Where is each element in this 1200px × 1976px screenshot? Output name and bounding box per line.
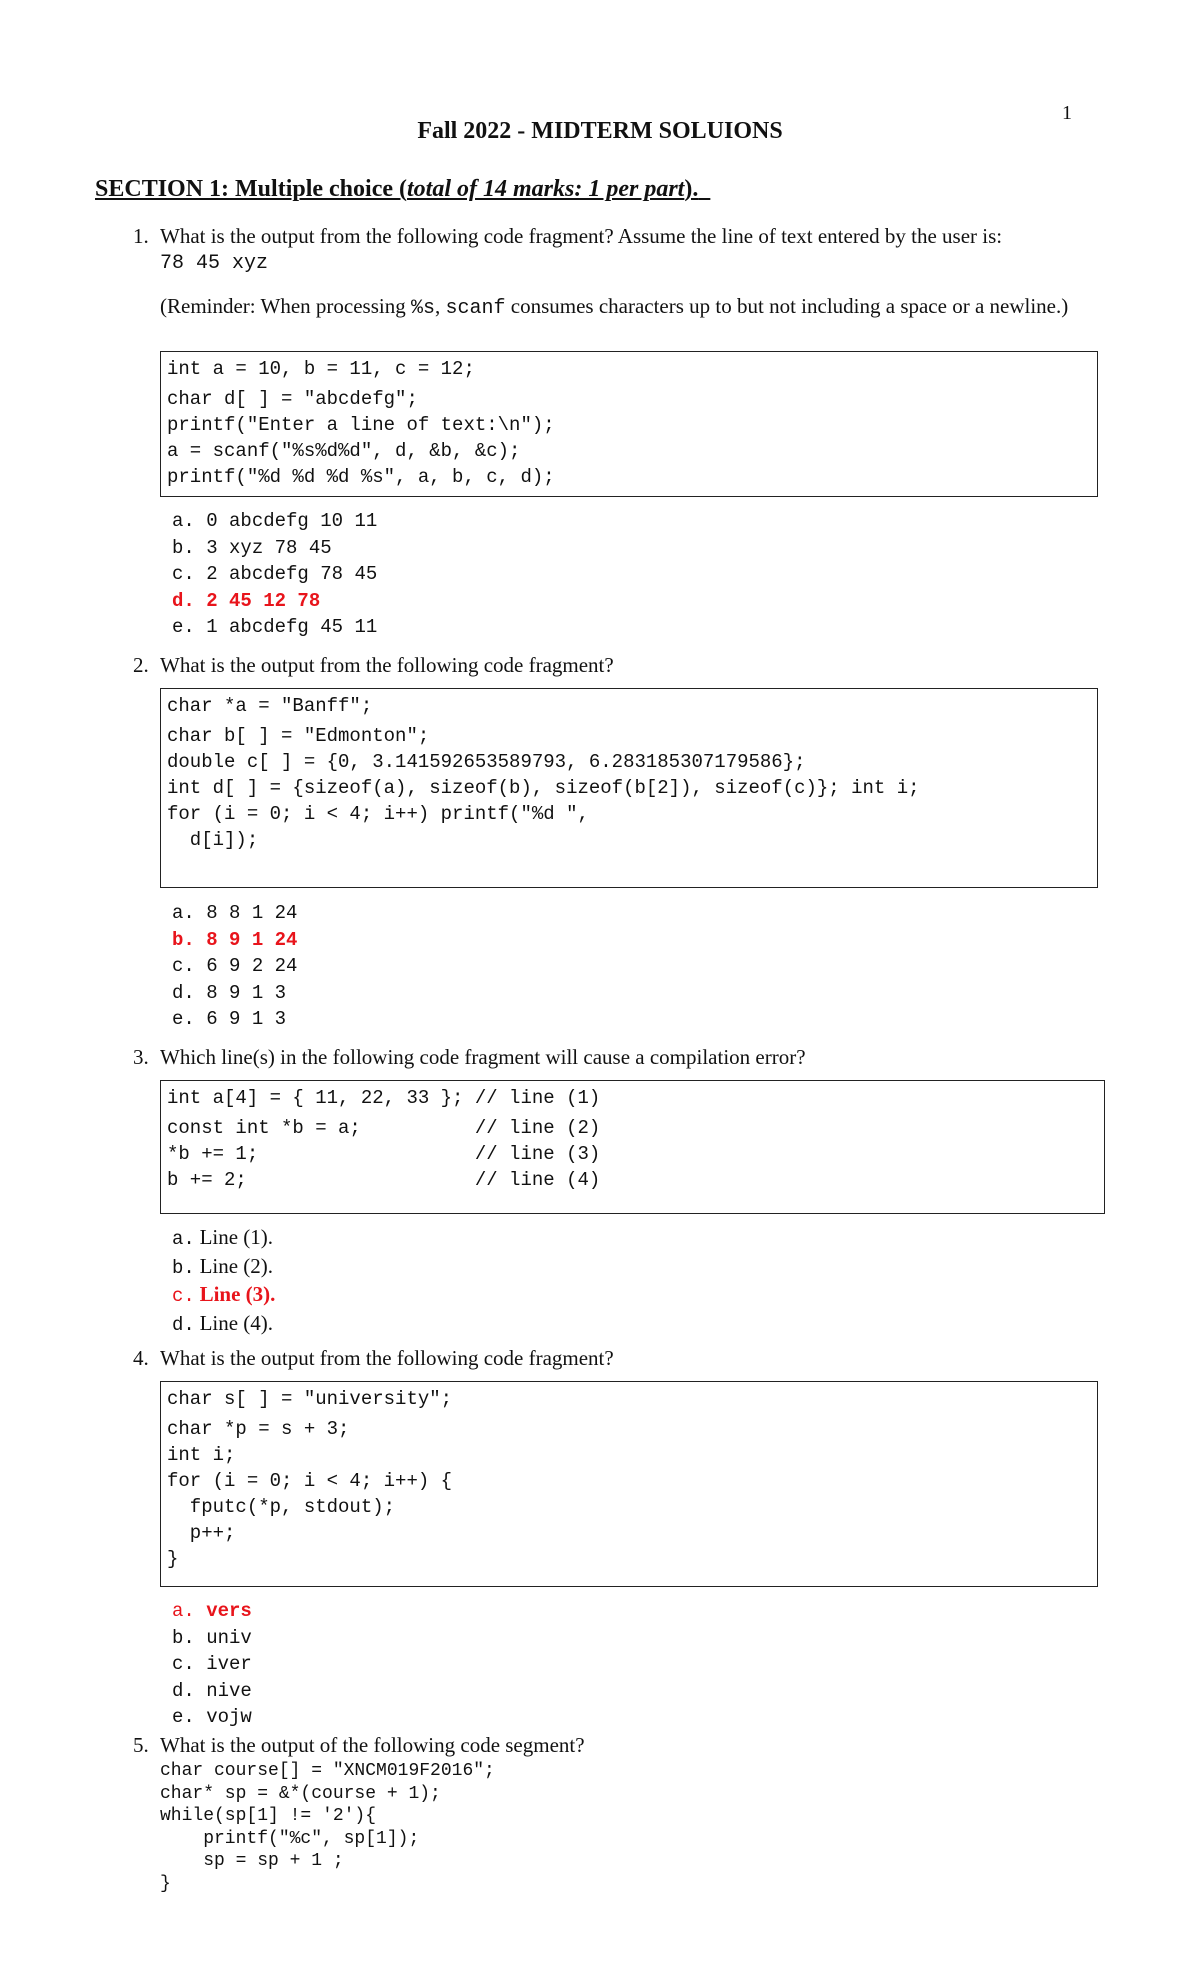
code-line: char d[ ] = "abcdefg"; (167, 388, 418, 410)
code-line: char b[ ] = "Edmonton"; (167, 725, 430, 747)
code-line: *b += 1; // line (3) (167, 1143, 601, 1165)
reminder-code: scanf (445, 297, 506, 320)
reminder-part: (Reminder: When processing (160, 294, 411, 318)
code-line: char course[] = "XNCM019F2016"; (160, 1761, 495, 1781)
question-number: 3. (133, 1045, 149, 1069)
option-b: b. 3 xyz 78 45 (172, 536, 332, 559)
options-3 (172, 1224, 275, 1338)
option-b-correct: b. 8 9 1 24 (172, 928, 298, 951)
options-1 (172, 508, 377, 641)
code-line: const int *b = a; // line (2) (167, 1117, 601, 1139)
code-line: printf("%c", sp[1]); (160, 1828, 420, 1849)
question-text: What is the output from the following code fragment? (160, 1346, 614, 1370)
code-line: printf("%d %d %d %s", a, b, c, d); (167, 466, 555, 488)
code-line: int a[4] = { 11, 22, 33 }; // line (1) (167, 1087, 601, 1109)
question-1 (133, 222, 1078, 323)
code-line: d[i]); (167, 829, 259, 851)
option-e: e. 6 9 1 3 (172, 1008, 287, 1030)
option-d: d. 8 9 1 3 (172, 981, 287, 1004)
code-line: for (i = 0; i < 4; i++) printf("%d ", (167, 803, 589, 825)
code-line: while(sp[1] != '2'){ (160, 1806, 377, 1826)
page-title: Fall 2022 - MIDTERM SOLUIONS (417, 118, 783, 144)
option-c: c. iver (172, 1653, 252, 1675)
option-a: a. Line (1). (172, 1225, 274, 1250)
code-line: printf("Enter a line of text:\n"); (167, 414, 555, 436)
code-line: fputc(*p, stdout); (167, 1496, 396, 1518)
code-line: a = scanf("%s%d%d", d, &b, &c); (167, 440, 521, 462)
section-heading-trail (698, 176, 710, 202)
option-c-correct: c. Line (3). (172, 1282, 276, 1307)
section-heading-italic: total of 14 marks: 1 per part (407, 176, 685, 202)
section-heading-end: ). (684, 176, 699, 202)
section-heading-main: SECTION 1: Multiple choice ( (95, 176, 407, 202)
question-text: Which line(s) in the following code fragment will cause a compilation error? (160, 1045, 806, 1069)
option-a: a. 8 8 1 24 (172, 902, 298, 924)
question-number: 1. (133, 224, 149, 248)
code-line: char *a = "Banff"; (167, 695, 373, 717)
option-c: c. 2 abcdefg 78 45 (172, 563, 378, 585)
user-input-text: 78 45 xyz (160, 252, 269, 275)
option-c: c. 6 9 2 24 (172, 955, 298, 977)
code-line: int i; (167, 1444, 236, 1466)
options-4 (172, 1598, 252, 1731)
code-line: int a = 10, b = 11, c = 12; (167, 358, 475, 380)
code-line: } (160, 1873, 171, 1894)
reminder-code: %s (410, 297, 435, 320)
question-number: 2. (133, 653, 149, 677)
code-block-5 (160, 1760, 495, 1895)
question-3 (133, 1043, 1078, 1071)
code-line: for (i = 0; i < 4; i++) { (167, 1470, 453, 1492)
code-box-2 (160, 688, 1098, 888)
option-d-correct: d. 2 45 12 78 (172, 589, 321, 612)
option-a: a. 0 abcdefg 10 11 (172, 510, 378, 532)
question-number: 4. (133, 1346, 149, 1370)
code-box-4 (160, 1381, 1098, 1587)
option-d: d. Line (4). (172, 1310, 274, 1336)
code-line: char *p = s + 3; (167, 1418, 350, 1440)
question-number: 5. (133, 1733, 149, 1757)
code-box-1 (160, 351, 1098, 497)
code-box-3 (160, 1080, 1105, 1214)
option-b: b. Line (2). (172, 1253, 274, 1279)
question-text: What is the output from the following code fragment? (160, 653, 614, 677)
option-e: e. 1 abcdefg 45 11 (172, 616, 378, 638)
code-line: char* sp = &*(course + 1); (160, 1783, 441, 1804)
code-line: sp = sp + 1 ; (160, 1851, 344, 1871)
option-e: e. vojw (172, 1706, 252, 1728)
section-heading (95, 176, 710, 203)
question-text: What is the output of the following code segment? (160, 1733, 585, 1757)
code-line: b += 2; // line (4) (167, 1169, 601, 1191)
code-line: char s[ ] = "university"; (167, 1388, 453, 1410)
code-line: int d[ ] = {sizeof(a), sizeof(b), sizeof(b[2]), sizeof(c)}; int i; (167, 777, 920, 799)
code-line: p++; (167, 1522, 236, 1544)
options-2 (172, 900, 297, 1033)
question-2 (133, 651, 1078, 679)
option-b: b. univ (172, 1626, 252, 1649)
reminder-part: consumes characters up to but not including a space or a newline.) (505, 294, 1069, 318)
option-d: d. nive (172, 1679, 252, 1702)
question-4 (133, 1344, 1078, 1372)
code-line: double c[ ] = {0, 3.141592653589793, 6.283185307179586}; (167, 751, 806, 773)
page-number: 1 (1062, 102, 1072, 124)
option-a-correct: a. vers (172, 1600, 252, 1622)
question-text: What is the output from the following code fragment? Assume the line of text entered by the user is: (160, 224, 1003, 248)
reminder-part: , (434, 294, 446, 318)
code-line: } (167, 1548, 179, 1570)
reminder-note (160, 292, 1078, 323)
question-5 (133, 1731, 1078, 1759)
